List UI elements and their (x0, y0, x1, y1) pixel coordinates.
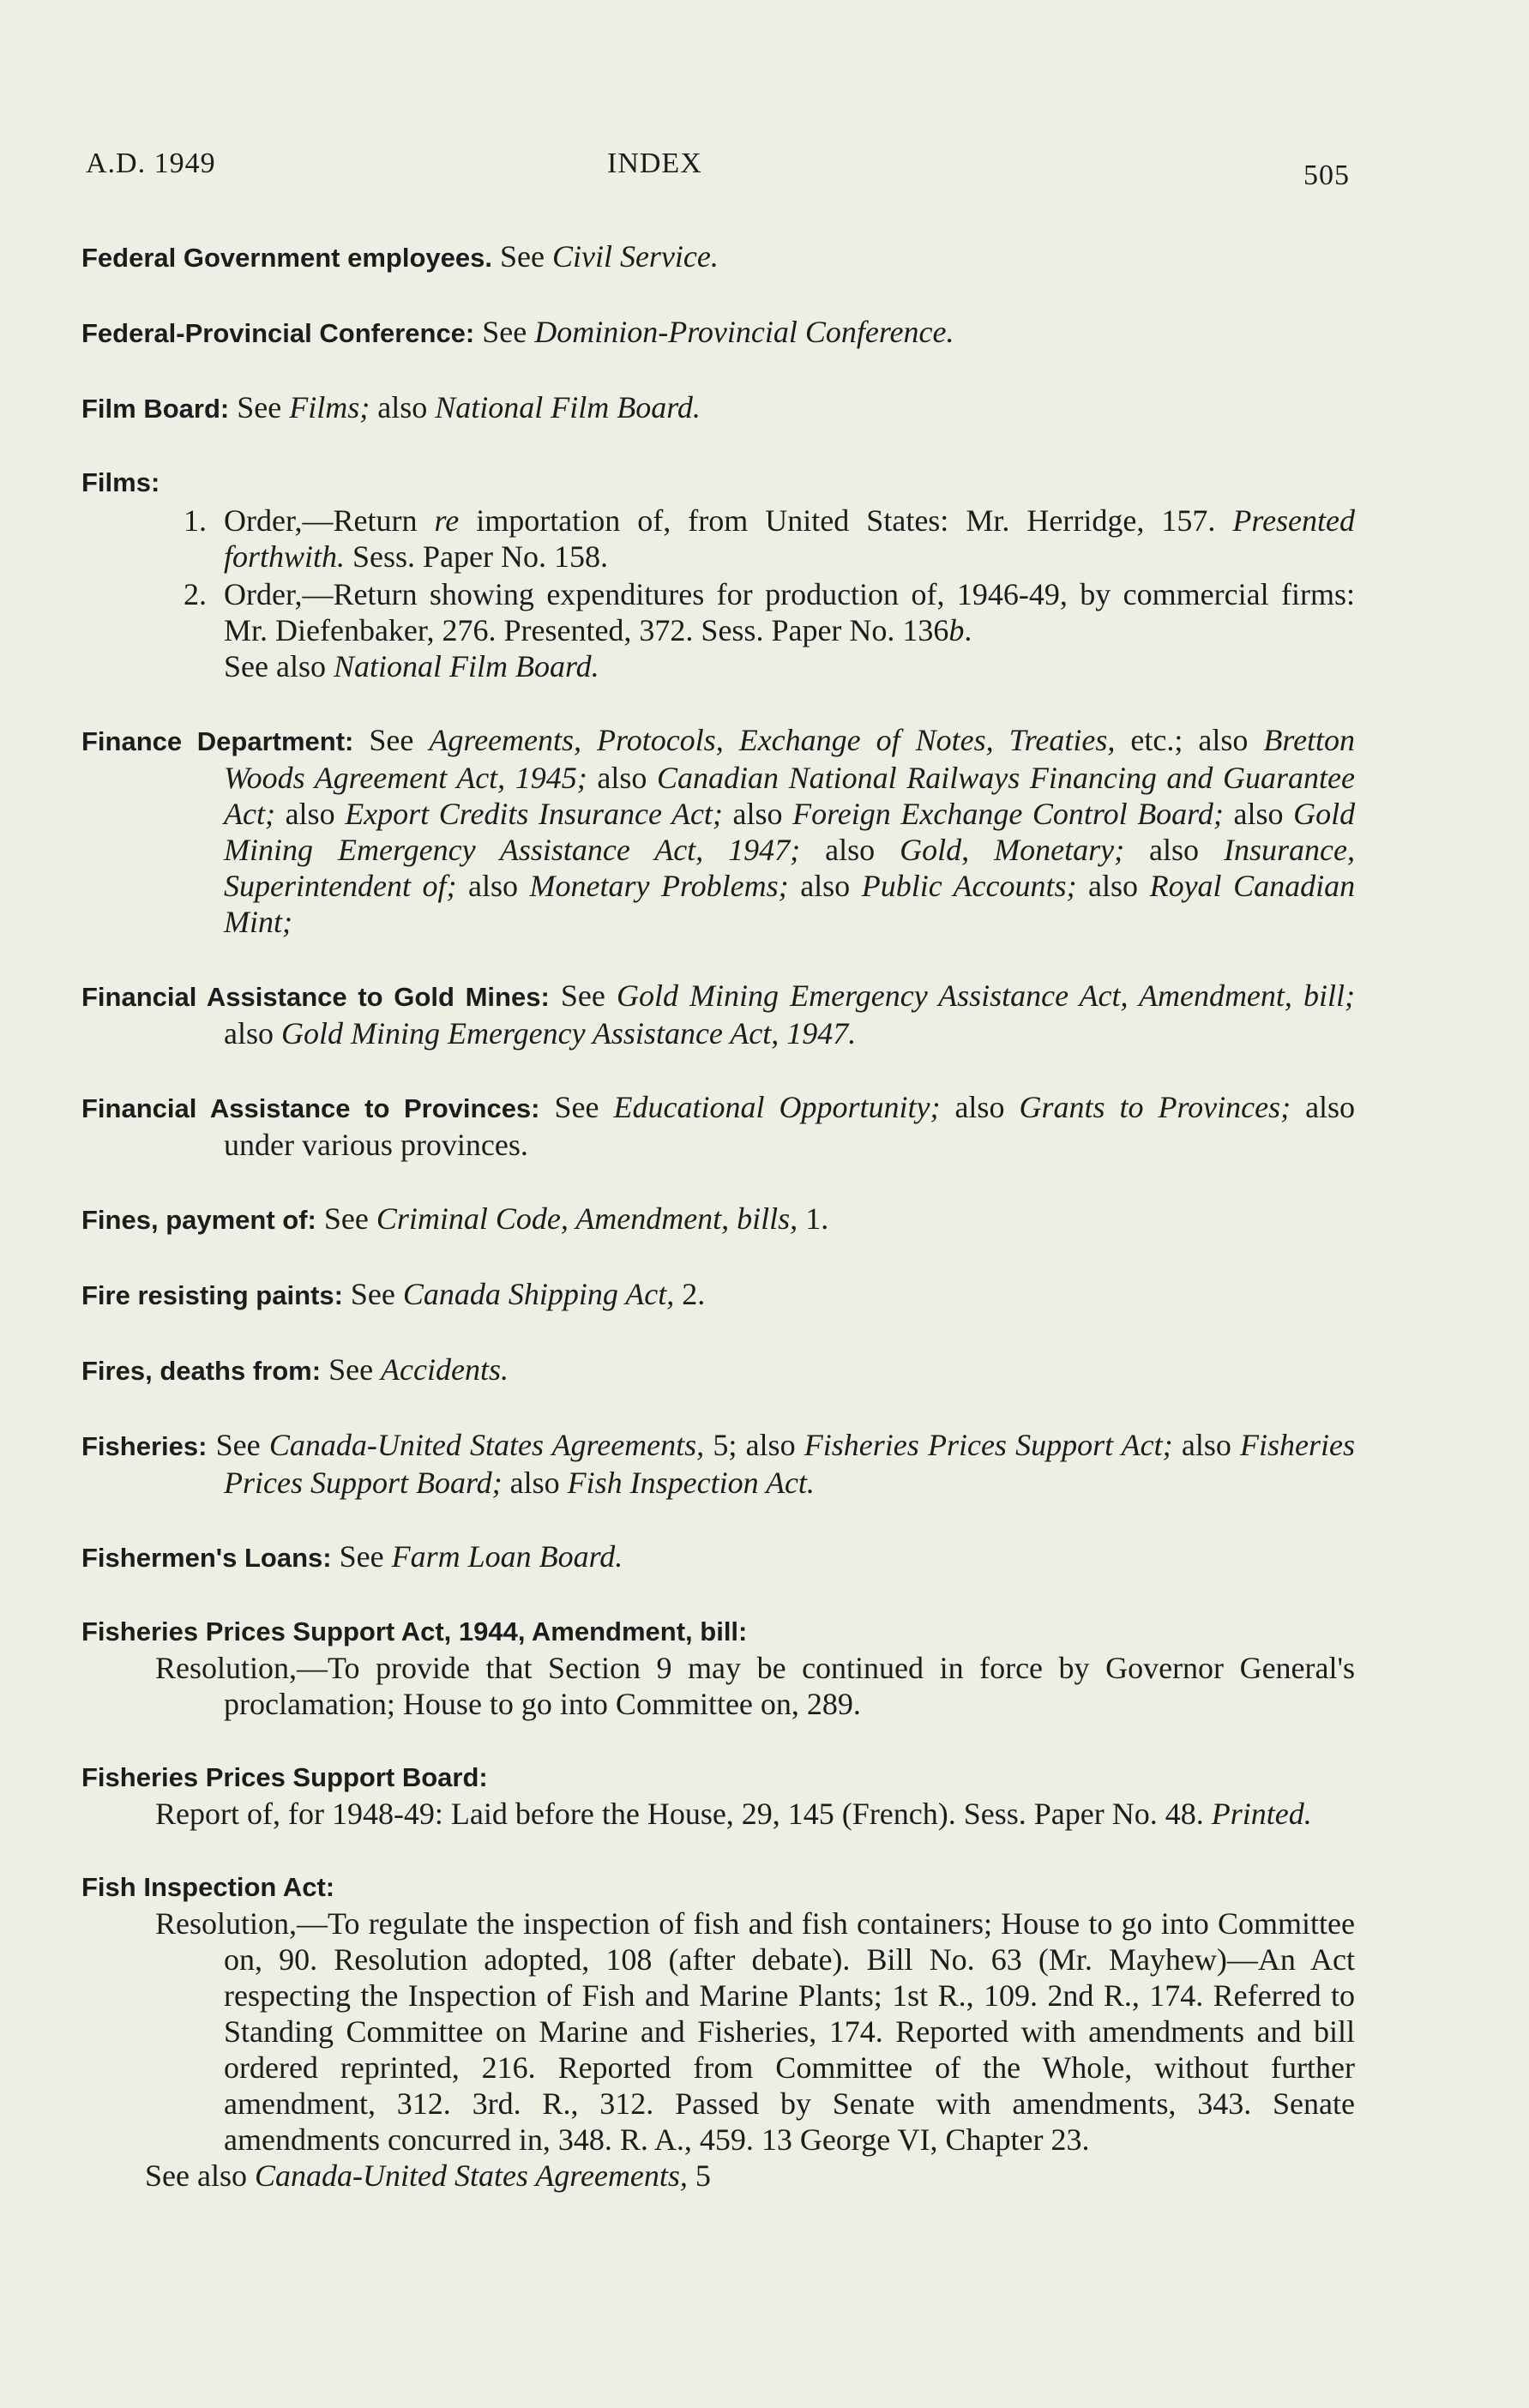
index-entry (81, 465, 1355, 684)
cross-reference: Farm Loan Board. (391, 1539, 623, 1574)
see-also: See also National Film Board. (224, 649, 599, 683)
cross-reference: Accidents. (381, 1352, 509, 1387)
entry-text: Report of, for 1948-49: Laid before the House, 29, 145 (French). Sess. Paper No. 48. Printed. (155, 1797, 1312, 1831)
entry-text: Resolution,—To provide that Section 9 may be continued in force by Governor General's proclamation; House to go into Committee on, 289. (155, 1651, 1355, 1721)
index-entry: Finance Department: See Agreements, Protocols, Exchange of Notes, Treaties, etc.; also Bretton Woods Agreement Act, 1945; also Canadian National Railways Financing and Guarantee Act; also Export Credits Insurance Act; also Foreign Exchange Control Board; also Gold Mining Emergency Assistance Act, 1947; also Gold, Monetary; also Insurance, Superintendent of; also Monetary Problems; also Public Accounts; also Royal Canadian Mint; (81, 723, 1356, 939)
index-entry: Federal-Provincial Conference: See Dominion-Provincial Conference. (81, 315, 954, 349)
index-entry: Financial Assistance to Gold Mines: See Gold Mining Emergency Assistance Act, Amendment, bill; also Gold Mining Emergency Assistance Act, 1947. (81, 978, 1355, 1050)
header-year: A.D. 1949 (86, 147, 216, 179)
index-entry: Fisheries: See Canada-United States Agreements, 5; also Fisheries Prices Support Act; also Fisheries Prices Support Board; also Fish Inspection Act. (81, 1428, 1356, 1500)
index-content (81, 238, 1355, 2231)
entry-heading: Finance Department: (81, 726, 354, 756)
index-entry: Fire resisting paints: See Canada Shipping Act, 2. (81, 1277, 706, 1311)
entry-heading: Financial Assistance to Provinces: (81, 1093, 540, 1123)
index-entry: Financial Assistance to Provinces: See Educational Opportunity; also Grants to Provinces; also under various provinces. (81, 1090, 1356, 1162)
entry-heading: Federal Government employees. (81, 243, 492, 273)
cross-reference: National Film Board. (333, 649, 599, 683)
index-entry: Film Board: See Films; also National Film Board. (81, 390, 701, 424)
see-also: See also Canada-United States Agreements, 5 (145, 2158, 711, 2193)
entry-heading: Fisheries Prices Support Board: (81, 1762, 488, 1792)
cross-reference: Criminal Code, Amendment, bills, (376, 1201, 798, 1236)
entry-heading: Fisheries Prices Support Act, 1944, Amendment, bill: (81, 1616, 748, 1646)
cross-reference: Films; (289, 390, 370, 424)
header-title: INDEX (607, 147, 702, 179)
entry-heading: Films: (81, 467, 160, 497)
entry-heading: Federal-Provincial Conference: (81, 318, 475, 348)
entry-heading: Financial Assistance to Gold Mines: (81, 982, 550, 1012)
index-entry (81, 1614, 1355, 1722)
list-item: 2. Order,—Return showing expenditures for production of, 1946-49, by commercial firms: Mr. Diefenbaker, 276. Presented, 372. Sess. Paper No. 136b. (184, 577, 1355, 647)
entry-heading: Fisheries: (81, 1431, 208, 1461)
index-entry: Fires, deaths from: See Accidents. (81, 1352, 509, 1387)
index-entry (81, 1760, 1355, 1832)
list-item: 1. Order,—Return re importation of, from United States: Mr. Herridge, 157. Presented forthwith. Sess. Paper No. 158. (184, 503, 1356, 574)
entry-heading: Fires, deaths from: (81, 1356, 322, 1386)
entry-heading: Fines, payment of: (81, 1205, 316, 1235)
index-entry: Fines, payment of: See Criminal Code, Amendment, bills, 1. (81, 1201, 829, 1236)
entry-heading: Film Board: (81, 394, 230, 424)
entry-heading: Fire resisting paints: (81, 1280, 343, 1310)
entry-text: Resolution,—To regulate the inspection of fish and fish containers; House to go into Committee on, 90. Resolution adopted, 108 (after debate). Bill No. 63 (Mr. Mayhew)—An Act respecting the Inspection of Fish and Marine Plants; 1st R., 109. 2nd R., 174. Referred to Standing Committee on Marine and Fisheries, 174. Reported with amendments and bill ordered reprinted, 216. Reported from Committee of the Whole, without further amendment, 312. 3rd. R., 312. Passed by Senate with amendments, 343. Senate amendments concurred in, 348. R. A., 459. 13 George VI, Chapter 23. (155, 1906, 1355, 2157)
index-entry (81, 1869, 1355, 2194)
cross-reference: Canada-United States Agreements, (254, 2158, 688, 2193)
cross-reference: National Film Board. (435, 390, 701, 424)
cross-reference: Civil Service. (551, 239, 719, 274)
cross-reference: Canada Shipping Act, (402, 1277, 675, 1311)
cross-reference: Dominion-Provincial Conference. (534, 315, 954, 349)
index-entry: Federal Government employees. See Civil Service. (81, 239, 719, 274)
entry-heading: Fish Inspection Act: (81, 1872, 335, 1902)
entry-heading: Fishermen's Loans: (81, 1543, 332, 1573)
index-entry: Fishermen's Loans: See Farm Loan Board. (81, 1539, 623, 1574)
page-number: 505 (1303, 160, 1350, 191)
